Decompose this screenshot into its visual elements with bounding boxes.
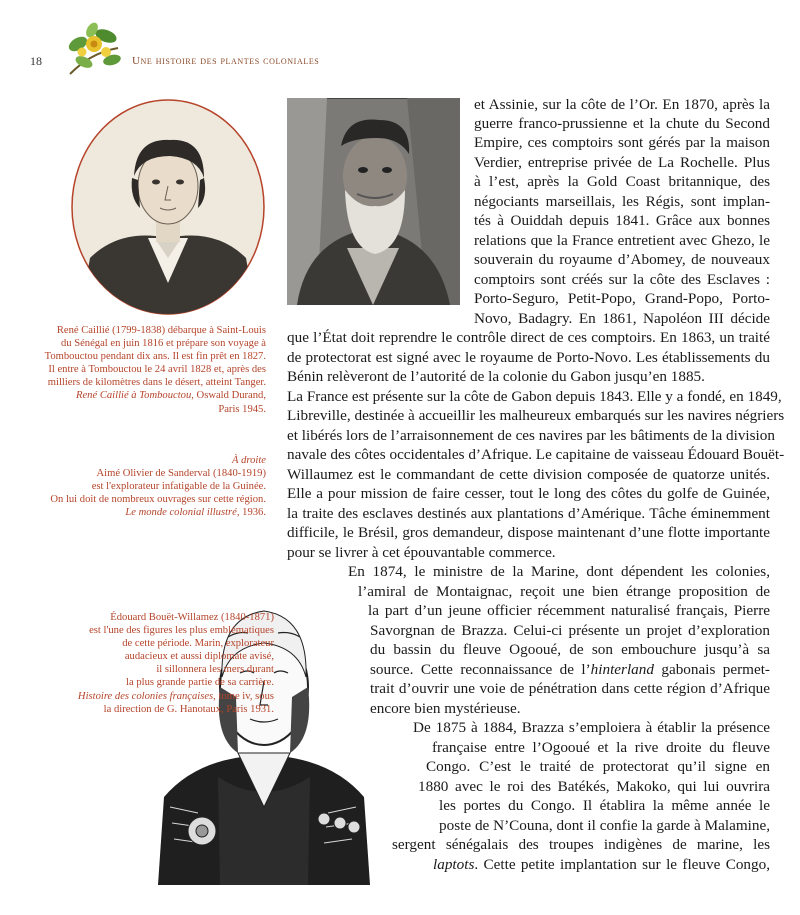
- body-line: 1880 avec le roi des Batékés, Makoko, qui lui ouvrira: [418, 778, 770, 795]
- body-line: et libérés lors de l’arraisonnement de ces navires par les bâtiments de la division: [287, 427, 775, 444]
- body-line: négociants marseillais, les Régis, sont implan-: [474, 193, 770, 210]
- body-line: navale des côtes occidentales d’Afrique. Le capitaine de vaisseau Édouard Bouët-: [287, 446, 785, 463]
- caption-line: la plus grande partie de sa carrière.: [126, 677, 274, 689]
- body-line: l’amiral de Montaignac, reçoit une bien étrange proposition de: [358, 583, 770, 600]
- page-number: 18: [30, 54, 42, 68]
- caption-source-title: René Caillié à Tombouctou,: [76, 390, 194, 402]
- caption-source: [34, 506, 266, 519]
- body-line: de protectorat est signé avec le royaume de Porto-Novo. Les établissements du: [287, 349, 770, 366]
- body-line: la part d’un jeune officier récemment naturalisé français, Pierre: [368, 602, 770, 619]
- body-line: trait d’ouvrir une voie de pénétration dans cette région d’Afrique: [370, 680, 770, 697]
- caption-line: On lui doit de nombreux ouvrages sur cette région.: [50, 494, 266, 506]
- body-line: relations que la France entretient avec Ghezo, le: [474, 232, 770, 249]
- caption-source: [34, 690, 274, 703]
- caption-line: est l'explorateur infatigable de la Guinée.: [91, 481, 266, 493]
- caption-source-author: Oswald Durand,: [193, 390, 266, 402]
- caption-caillie: [34, 324, 266, 416]
- body-line: souverain du royaume d’Abomey, de nouveaux: [474, 251, 770, 268]
- caption-line: audacieux et aussi diplomate avisé,: [124, 651, 274, 663]
- body-line: du bassin du fleuve Ogooué, de son embouchure jusqu’à sa: [370, 641, 770, 658]
- body-line: pour se livrer à cet épouvantable commerce.: [287, 544, 556, 561]
- body-text-run: source. Cette reconnaissance de l’: [370, 661, 591, 678]
- caption-source-volume: tome iv, sous: [215, 690, 274, 702]
- body-line: difficile, le Brésil, gros demandeur, dispose maintenant d’une flotte importante: [287, 524, 770, 541]
- body-line: les portes du Congo. Il établira la même année le: [439, 797, 770, 814]
- body-text-italic: laptots: [433, 856, 475, 873]
- body-line: poste de N’Couna, dont il confie la garde à Malamine,: [439, 817, 770, 834]
- caption-source-last: la direction de G. Hanotaux, Paris 1931.: [103, 703, 274, 715]
- body-line: que l’État doit reprendre le contrôle direct de ces comptoirs. En 1863, un traité: [287, 329, 770, 346]
- caption-line: est l'une des figures les plus emblématiques: [89, 625, 274, 637]
- body-line: La France est présente sur la côte de Gabon depuis 1843. Elle y a fondé, en 1849,: [287, 388, 782, 405]
- body-line: à l’est, après la Gold Coast britannique, des: [474, 173, 770, 190]
- caption-line: il sillonnera les mers durant: [156, 664, 274, 676]
- caption-source: [34, 389, 266, 402]
- caption-line: milliers de kilomètres dans le désert, atteint Tanger.: [47, 377, 266, 389]
- body-line: Novo, Badagry. En 1861, Napoléon III décide: [474, 310, 770, 327]
- caption-source-year: 1936.: [239, 507, 266, 519]
- body-line: [433, 855, 770, 874]
- caption-sanderval: [34, 454, 266, 519]
- body-line: Empire, ces comptoirs sont gérés par la maison: [474, 134, 770, 151]
- caption-line: de cette période. Marin, explorateur: [122, 638, 274, 650]
- body-line: Savorgnan de Brazza. Celui-ci présente un projet d’exploration: [370, 622, 770, 639]
- caption-bouet: [34, 611, 274, 716]
- caption-line: Édouard Bouët-Willamez (1840-1871): [110, 612, 274, 623]
- body-line: Libreville, destinée à accueillir les malheureux embarqués sur les navires négriers: [287, 407, 785, 424]
- body-line: Porto-Seguro, Petit-Popo, Grand-Popo, Porto-: [474, 290, 770, 307]
- body-line: et Assinie, sur la côte de l’Or. En 1870, après la: [474, 96, 770, 113]
- body-line: sergent sénégalais des troupes indigènes de marine, les: [392, 836, 770, 853]
- body-line: tés à Ouiddah depuis 1841. Grâce aux bonnes: [474, 212, 770, 229]
- body-line: Bénin relèveront de l’autorité de la colonie du Gabon jusqu’en 1885.: [287, 368, 705, 385]
- body-text-italic: hinterland: [590, 661, 654, 678]
- body-line: française entre l’Ogooué et la rive droite du fleuve: [432, 739, 770, 756]
- body-line: la traite des esclaves destinés aux plantations d’Amérique. Tâche éminemment: [287, 505, 770, 522]
- body-text-run: . Cette petite implantation sur le fleuve Congo,: [474, 856, 770, 873]
- running-head: Une histoire des plantes coloniales: [132, 55, 320, 67]
- caption-line: Aimé Olivier de Sanderval (1840-1919): [96, 468, 266, 480]
- body-line: De 1875 à 1884, Brazza s’emploiera à établir la présence: [413, 719, 770, 736]
- caption-source-last: Paris 1945.: [218, 403, 266, 415]
- body-text-run: gabonais permet-: [653, 661, 770, 678]
- caption-line: Il entre à Tombouctou le 24 avril 1828 et, après des: [48, 364, 266, 376]
- body-line: guerre franco-prussienne et la chute du Second: [474, 115, 770, 132]
- body-line: Willaumez est le commandant de cette division composée de quatorze unités.: [287, 466, 770, 483]
- caption-heading: À droite: [231, 455, 266, 466]
- body-line: comptoirs sont créés sur la côte des Esclaves :: [474, 271, 770, 288]
- caption-source-title: Histoire des colonies françaises,: [77, 690, 216, 702]
- body-line: encore bien mystérieuse.: [370, 700, 521, 717]
- caption-source-title: Le monde colonial illustré,: [125, 507, 240, 519]
- sanderval-portrait-image: [287, 98, 460, 305]
- body-line: En 1874, le ministre de la Marine, dont dépendent les colonies,: [348, 563, 770, 580]
- caption-line: Tombouctou pendant dix ans. Il est fin prêt en 1827.: [44, 351, 266, 363]
- caption-line: René Caillié (1799-1838) débarque à Saint-Louis: [56, 325, 266, 336]
- caption-line: du Sénégal en juin 1816 et prépare son voyage à: [60, 338, 266, 350]
- body-line: Elle a pour mission de faire cesser, tout le long des côtes du golfe de Guinée,: [287, 485, 770, 502]
- caillie-portrait-image: [70, 98, 266, 316]
- body-line: [370, 660, 770, 679]
- body-line: Congo. C’est le traité de protectorat qu’il signe en: [426, 758, 770, 775]
- flower-branch-logo-icon: [62, 14, 124, 80]
- body-line: Verdier, entreprise privée de La Rochelle. Plus: [474, 154, 770, 171]
